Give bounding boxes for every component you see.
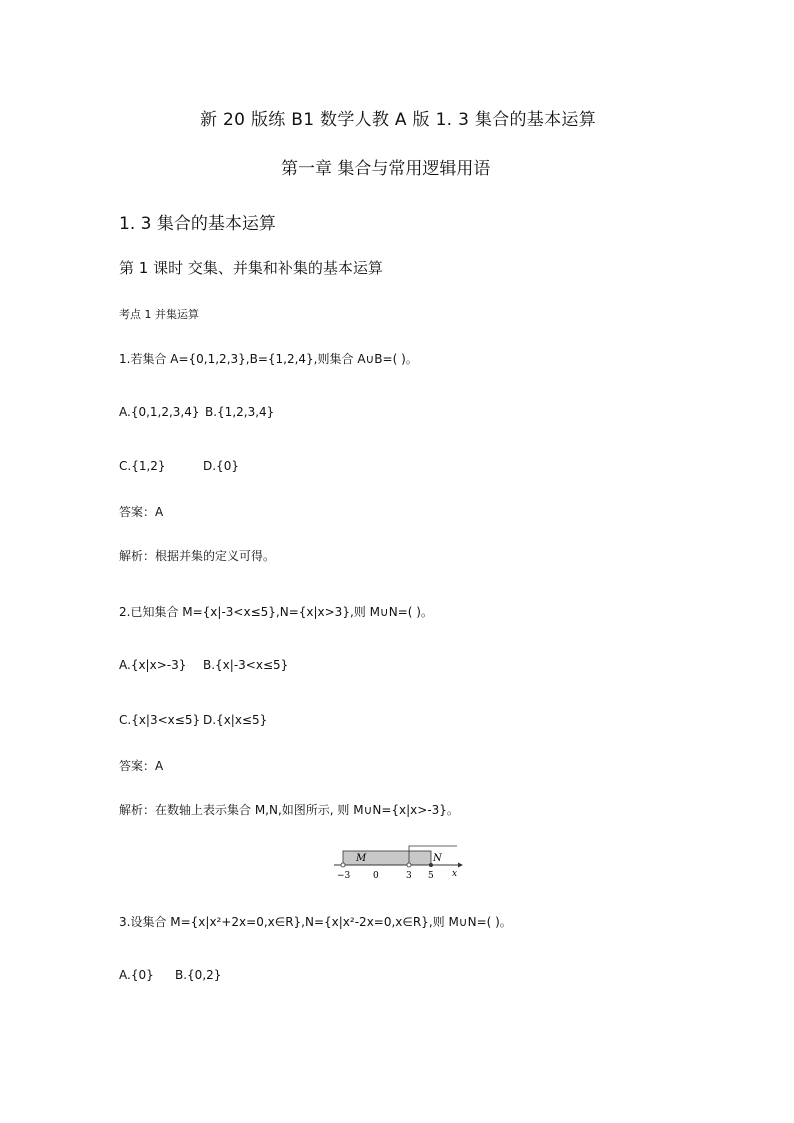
question-3-option-a: A.{0} [119,968,154,982]
document-title: 新 20 版练 B1 数学人教 A 版 1. 3 集合的基本运算 [200,110,597,130]
topic-label: 考点 1 并集运算 [119,308,199,321]
tick-5: 5 [428,871,434,881]
question-1-stem: 1.若集合 A={0,1,2,3},B={1,2,4},则集合 A∪B=( )。 [119,352,418,366]
label-n: N [433,853,442,864]
question-2-option-d: D.{x|x≤5} [203,713,268,727]
question-2-option-c: C.{x|3<x≤5} [119,713,201,727]
chapter-title: 第一章 集合与常用逻辑用语 [281,159,491,179]
axis-label-x: x [452,869,458,879]
question-2-analysis: 解析：在数轴上表示集合 M,N,如图所示, 则 M∪N={x|x>-3}。 [119,803,459,817]
open-point-minus-3 [341,863,345,867]
open-point-3 [407,863,411,867]
question-1-option-d: D.{0} [203,459,239,473]
question-1-option-a: A.{0,1,2,3,4} [119,405,200,419]
lesson-title: 第 1 课时 交集、并集和补集的基本运算 [119,259,383,277]
label-m: M [356,853,367,864]
tick-3: 3 [406,871,412,881]
question-1-option-c: C.{1,2} [119,459,166,473]
question-1-option-b: B.{1,2,3,4} [205,405,275,419]
tick-0: 0 [373,871,379,881]
question-2-option-b: B.{x|-3<x≤5} [203,658,289,672]
question-2-stem: 2.已知集合 M={x|-3<x≤5},N={x|x>3},则 M∪N=( )。 [119,605,433,619]
section-title: 1. 3 集合的基本运算 [119,214,276,234]
question-3-stem: 3.设集合 M={x|x²+2x=0,x∈R},N={x|x²-2x=0,x∈R},则 M∪N=( )。 [119,915,512,929]
tick-minus-3: −3 [337,871,351,881]
number-line-figure [330,842,466,882]
x-axis-arrow [458,863,463,868]
question-2-option-a: A.{x|x>-3} [119,658,187,672]
question-3-option-b: B.{0,2} [175,968,222,982]
question-1-analysis: 解析：根据并集的定义可得。 [119,549,276,563]
question-1-answer: 答案：A [119,505,164,519]
question-2-answer: 答案：A [119,759,164,773]
